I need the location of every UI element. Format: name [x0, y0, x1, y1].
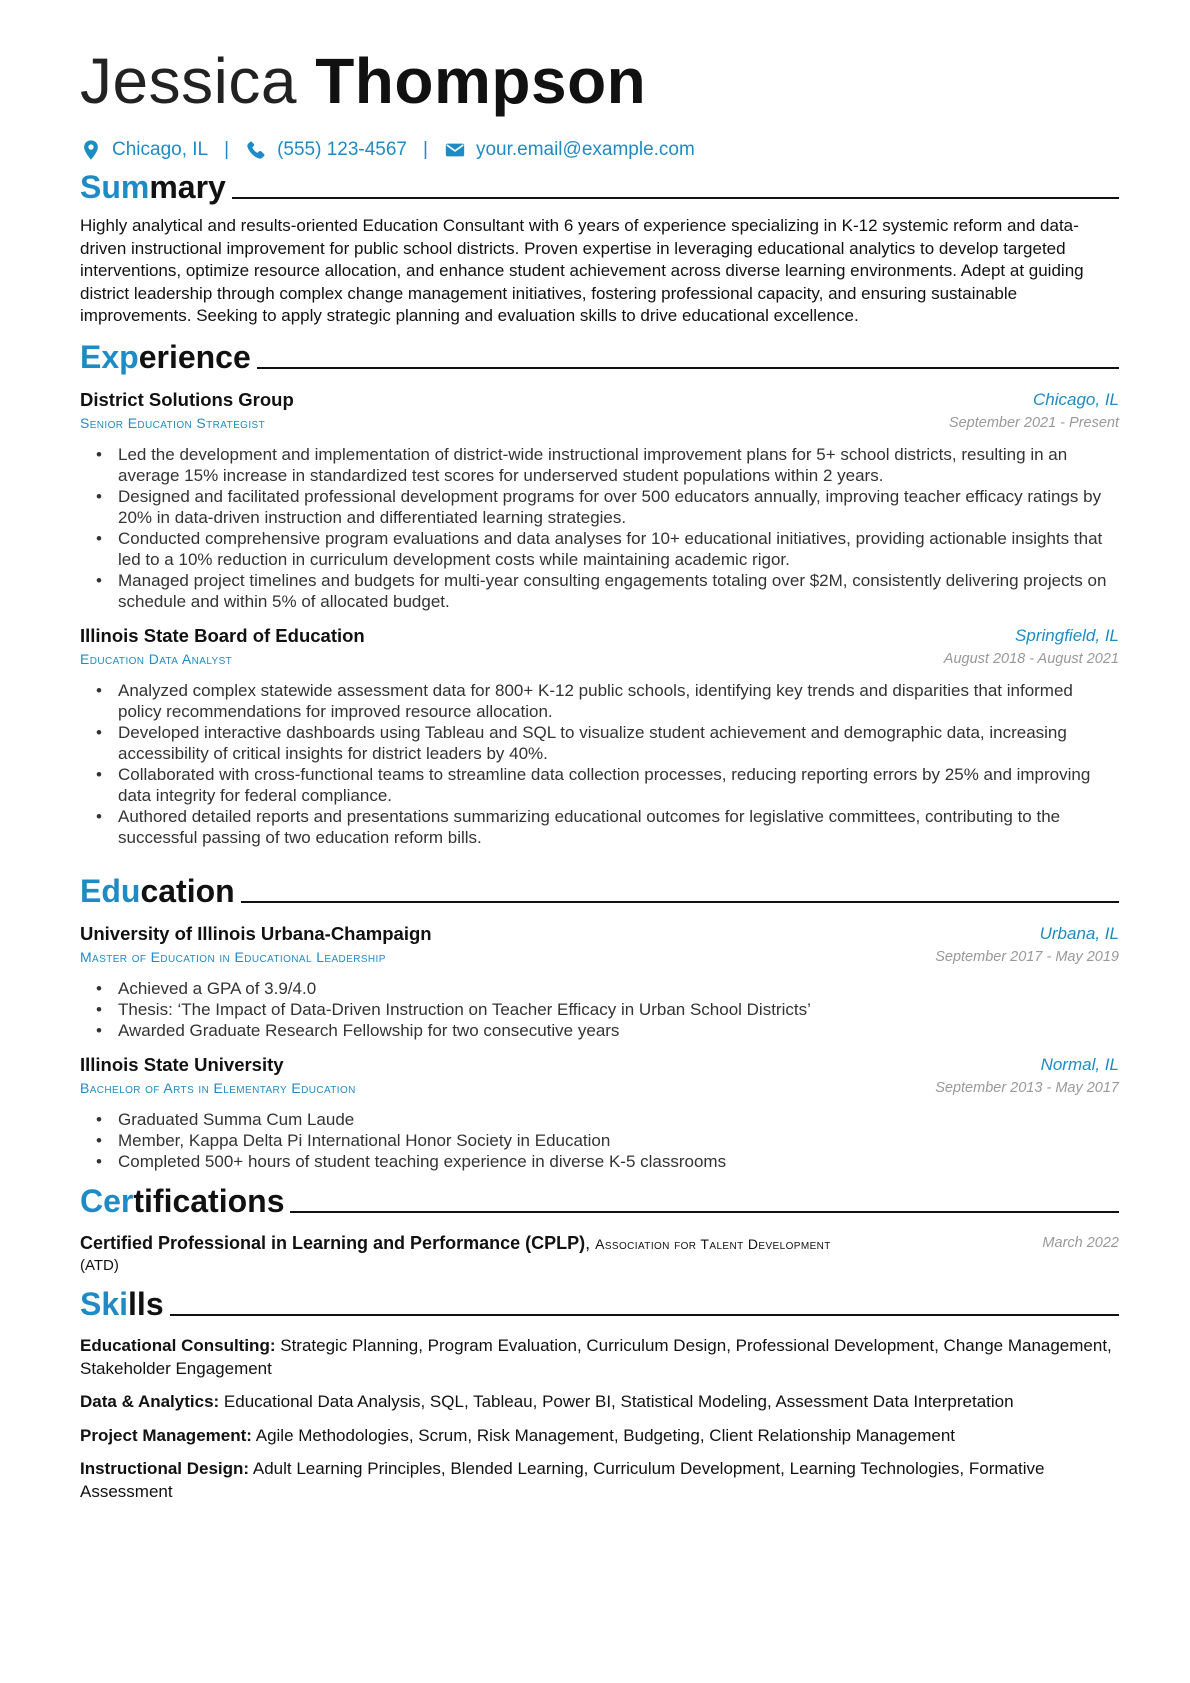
section-title: Certifications [80, 1183, 285, 1219]
degree-name: Master of Education in Educational Leadership [80, 949, 386, 965]
degree-dates: September 2013 - May 2017 [935, 1080, 1119, 1096]
contact-separator: | [224, 139, 230, 160]
section-rule [170, 1314, 1119, 1316]
list-item: • Thesis: ‘The Impact of Data-Driven Instruction on Teacher Efficacy in Urban School Districts’ [96, 1000, 811, 1019]
skill-group [80, 1391, 1119, 1414]
education-entry [80, 922, 1119, 1041]
section-header [80, 336, 1119, 376]
skill-category: Instructional Design: [80, 1459, 250, 1478]
section-title: Education [80, 873, 235, 909]
school-location: Urbana, IL [1039, 924, 1119, 943]
last-name: Thompson [315, 45, 647, 117]
first-name: Jessica [80, 45, 297, 117]
job-dates: September 2021 - Present [948, 415, 1119, 431]
certification-issuer-abbrev: (ATD) [80, 1257, 119, 1274]
certification-name: Certified Professional in Learning and Performance (CPLP) [80, 1233, 586, 1253]
section-header [80, 1283, 1119, 1323]
skill-items: Strategic Planning, Program Evaluation, Curriculum Design, Professional Development, Change Management, Stakeholder Engagement [80, 1336, 1112, 1378]
list-item: • Designed and facilitated professional development programs for over 500 educators annually, improving teacher efficacy ratings by 20% in data-driven instruction and differentiated learning strategies. [96, 487, 1102, 527]
phone-text: (555) 123-4567 [277, 139, 407, 160]
experience-section [80, 336, 1119, 848]
section-rule [290, 1211, 1119, 1213]
skill-items: Educational Data Analysis, SQL, Tableau, Power BI, Statistical Modeling, Assessment Data Interpretation [223, 1392, 1014, 1411]
email-link[interactable]: your.email@example.com [475, 139, 695, 160]
section-title: Summary [80, 169, 226, 205]
employer-location: Springfield, IL [1015, 626, 1119, 645]
employer-name: District Solutions Group [80, 389, 294, 410]
list-item: • Achieved a GPA of 3.9/4.0 [96, 979, 317, 998]
section-title: Skills [80, 1286, 164, 1322]
skill-category: Data & Analytics: [80, 1392, 220, 1411]
skill-group [80, 1335, 1119, 1380]
summary-section [80, 166, 1119, 328]
skills-list [80, 1335, 1119, 1503]
certification-date: March 2022 [1042, 1235, 1119, 1251]
experience-entry [80, 388, 1119, 612]
list-item: • Managed project timelines and budgets for multi-year consulting engagements totaling over $2M, consistently delivering projects on schedule and within 5% of allocated budget. [96, 571, 1107, 611]
section-header [80, 870, 1119, 910]
map-pin-icon [80, 139, 102, 161]
education-section [80, 870, 1119, 1172]
phone-icon [245, 139, 267, 161]
education-entry [80, 1053, 1119, 1172]
degree-dates: September 2017 - May 2019 [935, 949, 1119, 965]
list-item: • Led the development and implementation of district-wide instructional improvement plans for 5+ school districts, resulting in an average 15% increase in standardized test scores for underserved student populations within 2 years. [96, 445, 1068, 485]
list-item: • Analyzed complex statewide assessment data for 800+ K-12 public schools, identifying key trends and disparities that informed policy recommendations for improved resource allocation. [96, 681, 1073, 721]
education-detail-list [80, 978, 1119, 1041]
education-detail-list [80, 1109, 1119, 1172]
skill-category: Educational Consulting: [80, 1336, 276, 1355]
experience-entry [80, 624, 1119, 848]
section-title: Experience [80, 339, 251, 375]
job-title: Senior Education Strategist [80, 415, 266, 431]
school-name: Illinois State University [80, 1054, 284, 1075]
school-location: Normal, IL [1040, 1055, 1119, 1074]
list-item: • Authored detailed reports and presentations summarizing educational outcomes for legislative committees, contributing to the successful passing of two education reform bills. [96, 807, 1061, 847]
skills-section [80, 1283, 1119, 1514]
candidate-name [80, 40, 1119, 122]
achievement-list [80, 444, 1119, 612]
skill-items: Agile Methodologies, Scrum, Risk Management, Budgeting, Client Relationship Management [255, 1425, 956, 1445]
section-rule [232, 197, 1119, 199]
job-dates: August 2018 - August 2021 [943, 651, 1119, 667]
skill-items: Adult Learning Principles, Blended Learning, Curriculum Development, Learning Technologies, Formative Assessment [80, 1459, 1045, 1501]
degree-name: Bachelor of Arts in Elementary Education [80, 1080, 356, 1096]
contact-separator: | [423, 139, 428, 160]
contact-bar [80, 136, 1119, 164]
list-item: • Collaborated with cross-functional teams to streamline data collection processes, reducing reporting errors by 25% and improving data integrity for federal compliance. [96, 765, 1091, 805]
list-item: • Awarded Graduate Research Fellowship for two consecutive years [96, 1021, 620, 1040]
summary-text: Highly analytical and results-oriented Education Consultant with 6 years of experience specializing in K-12 systemic reform and data-driven instructional improvement for public school districts. Proven expertise in leveraging educational analytics to develop targeted interventions, optimize resource allocation, and enhance student achievement across diverse learning environments. Adept at guiding district leadership through complex change management initiatives, fostering professional capacity, and ensuring sustainable improvements. Seeking to apply strategic planning and evaluation skills to drive educational excellence. [80, 216, 1084, 325]
skill-category: Project Management: [80, 1425, 252, 1445]
skill-group [80, 1458, 1119, 1503]
list-item: • Developed interactive dashboards using Tableau and SQL to visualize student achievement and demographic data, increasing accessibility of critical insights for district leaders by 40%. [96, 723, 1067, 763]
contact-phone[interactable] [245, 139, 407, 161]
certification-issuer: Association for Talent Development [595, 1236, 831, 1252]
achievement-list [80, 680, 1119, 848]
skill-group [80, 1425, 1119, 1448]
certifications-section [80, 1180, 1119, 1277]
section-header [80, 166, 1119, 206]
school-name: University of Illinois Urbana-Champaign [80, 923, 432, 944]
list-item: • Graduated Summa Cum Laude [96, 1110, 355, 1129]
employer-name: Illinois State Board of Education [80, 625, 365, 646]
resume-page [80, 40, 1119, 164]
list-item: • Conducted comprehensive program evaluations and data analyses for 10+ educational initiatives, providing actionable insights that led to a 10% reduction in curriculum development costs while maintaining academic rigor. [96, 529, 1103, 569]
envelope-icon [444, 139, 466, 161]
section-rule [241, 901, 1119, 903]
section-rule [257, 367, 1119, 369]
contact-email[interactable] [444, 139, 695, 161]
job-title: Education Data Analyst [80, 651, 233, 667]
employer-location: Chicago, IL [1033, 390, 1119, 409]
list-item: • Completed 500+ hours of student teaching experience in diverse K-5 classrooms [96, 1152, 727, 1171]
contact-location [80, 139, 208, 161]
location-text: Chicago, IL [112, 139, 209, 160]
list-item: • Member, Kappa Delta Pi International Honor Society in Education [96, 1131, 611, 1150]
certification-entry: Certified Professional in Learning and Performance (CPLP), Association for Talent Development (ATD) March 2022 [80, 1232, 1119, 1277]
section-header [80, 1180, 1119, 1220]
